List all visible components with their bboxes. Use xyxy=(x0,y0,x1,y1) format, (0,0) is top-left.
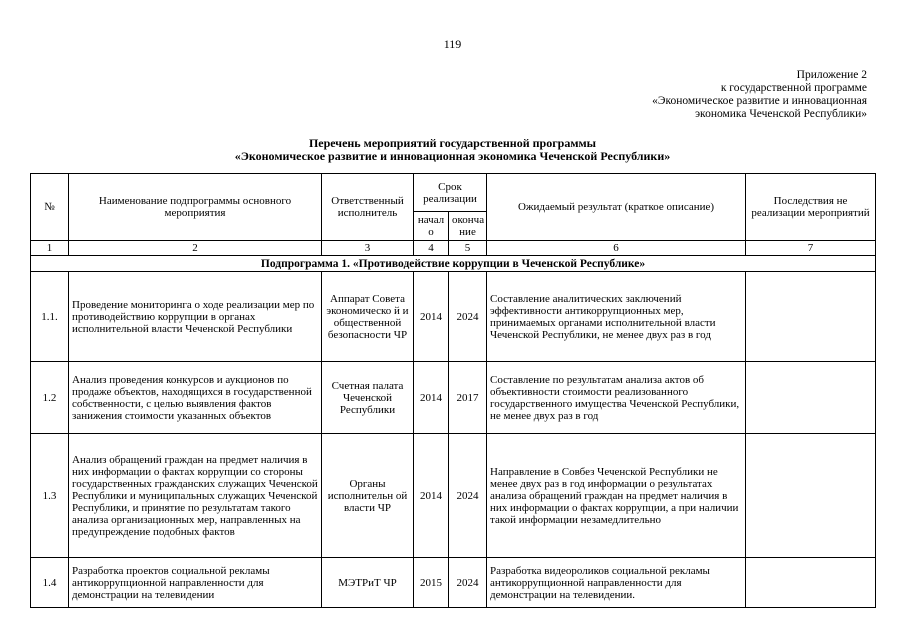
row-num: 1.2 xyxy=(31,362,69,434)
column-number: 1 xyxy=(31,241,69,256)
row-start: 2014 xyxy=(414,434,449,558)
row-start: 2015 xyxy=(414,558,449,608)
row-executor: Счетная палата Чеченской Республики xyxy=(322,362,414,434)
row-start: 2014 xyxy=(414,362,449,434)
table-row xyxy=(31,272,876,362)
row-start: 2014 xyxy=(414,272,449,362)
appendix-line: «Экономическое развитие и инновационная xyxy=(652,95,867,107)
row-consequences xyxy=(746,434,876,558)
table-row xyxy=(31,558,876,608)
header-num: № xyxy=(31,174,69,241)
header-row xyxy=(31,174,876,212)
row-executor: Аппарат Совета экономическо й и общественной безопасности ЧР xyxy=(322,272,414,362)
header-consequences: Последствия не реализации мероприятий xyxy=(746,174,876,241)
subprogram-title: Подпрограмма 1. «Противодействие коррупции в Чеченской Республике» xyxy=(31,256,876,272)
column-number: 7 xyxy=(746,241,876,256)
header-executor: Ответственный исполнитель xyxy=(322,174,414,241)
column-number: 3 xyxy=(322,241,414,256)
row-executor: Органы исполнительн ой власти ЧР xyxy=(322,434,414,558)
header-start: начал о xyxy=(414,212,449,241)
row-consequences xyxy=(746,272,876,362)
row-result: Составление по результатам анализа актов об объективности стоимости реализованного государственного имущества Чеченской Республики, не менее двух раз в год xyxy=(487,362,746,434)
row-name: Анализ обращений граждан на предмет наличия в них информации о фактах коррупции со стороны государственных гражданских служащих Чеченской Республики и муниципальных служащих Чеченской Республики, и принятие по результатам такого анализа организационных мер, направленных на предупреждение подобных фактов xyxy=(69,434,322,558)
row-num: 1.1. xyxy=(31,272,69,362)
row-num: 1.4 xyxy=(31,558,69,608)
document-title xyxy=(0,137,905,163)
appendix-line: к государственной программе xyxy=(720,82,867,94)
appendix-line: экономика Чеченской Республики» xyxy=(695,108,867,120)
row-consequences xyxy=(746,362,876,434)
subprogram-row xyxy=(31,256,876,272)
row-name: Анализ проведения конкурсов и аукционов по продаже объектов, находящихся в государственной собственности, с целью выявления фактов занижения стоимости указанных объектов xyxy=(69,362,322,434)
header-name: Наименование подпрограммы основного мероприятия xyxy=(69,174,322,241)
column-number: 6 xyxy=(487,241,746,256)
column-number: 2 xyxy=(69,241,322,256)
header-result: Ожидаемый результат (краткое описание) xyxy=(487,174,746,241)
row-consequences xyxy=(746,558,876,608)
appendix-note xyxy=(652,69,867,121)
row-end: 2024 xyxy=(449,558,487,608)
table-row xyxy=(31,434,876,558)
row-end: 2024 xyxy=(449,434,487,558)
measures-table-body xyxy=(31,174,876,608)
row-result: Направление в Совбез Чеченской Республики не менее двух раз в год информации о результатах анализа обращений граждан на предмет наличия в них информации о фактах коррупции, а при наличии такой информации незамедлительно xyxy=(487,434,746,558)
title-line: «Экономическое развитие и инновационная экономика Чеченской Республики» xyxy=(234,149,671,163)
column-numbers-row xyxy=(31,241,876,256)
page-number: 119 xyxy=(443,37,462,51)
row-result: Разработка видеороликов социальной рекламы антикоррупционной направленности для демонстрации на телевидении. xyxy=(487,558,746,608)
column-number: 4 xyxy=(414,241,449,256)
row-num: 1.3 xyxy=(31,434,69,558)
appendix-line: Приложение 2 xyxy=(796,69,867,81)
header-end: оконча ние xyxy=(449,212,487,241)
row-result: Составление аналитических заключений эффективности антикоррупционных мер, принимаемых органами исполнительной власти Чеченской Республики, не менее двух раз в год xyxy=(487,272,746,362)
row-end: 2017 xyxy=(449,362,487,434)
header-term: Срок реализации xyxy=(414,174,487,212)
column-number: 5 xyxy=(449,241,487,256)
row-executor: МЭТРиТ ЧР xyxy=(322,558,414,608)
measures-table xyxy=(30,173,876,608)
title-line: Перечень мероприятий государственной программы xyxy=(308,136,597,150)
row-name: Проведение мониторинга о ходе реализации мер по противодействию коррупции в органах исполнительной власти Чеченской Республики xyxy=(69,272,322,362)
table-row xyxy=(31,362,876,434)
row-name: Разработка проектов социальной рекламы антикоррупционной направленности для демонстрации на телевидении xyxy=(69,558,322,608)
row-end: 2024 xyxy=(449,272,487,362)
